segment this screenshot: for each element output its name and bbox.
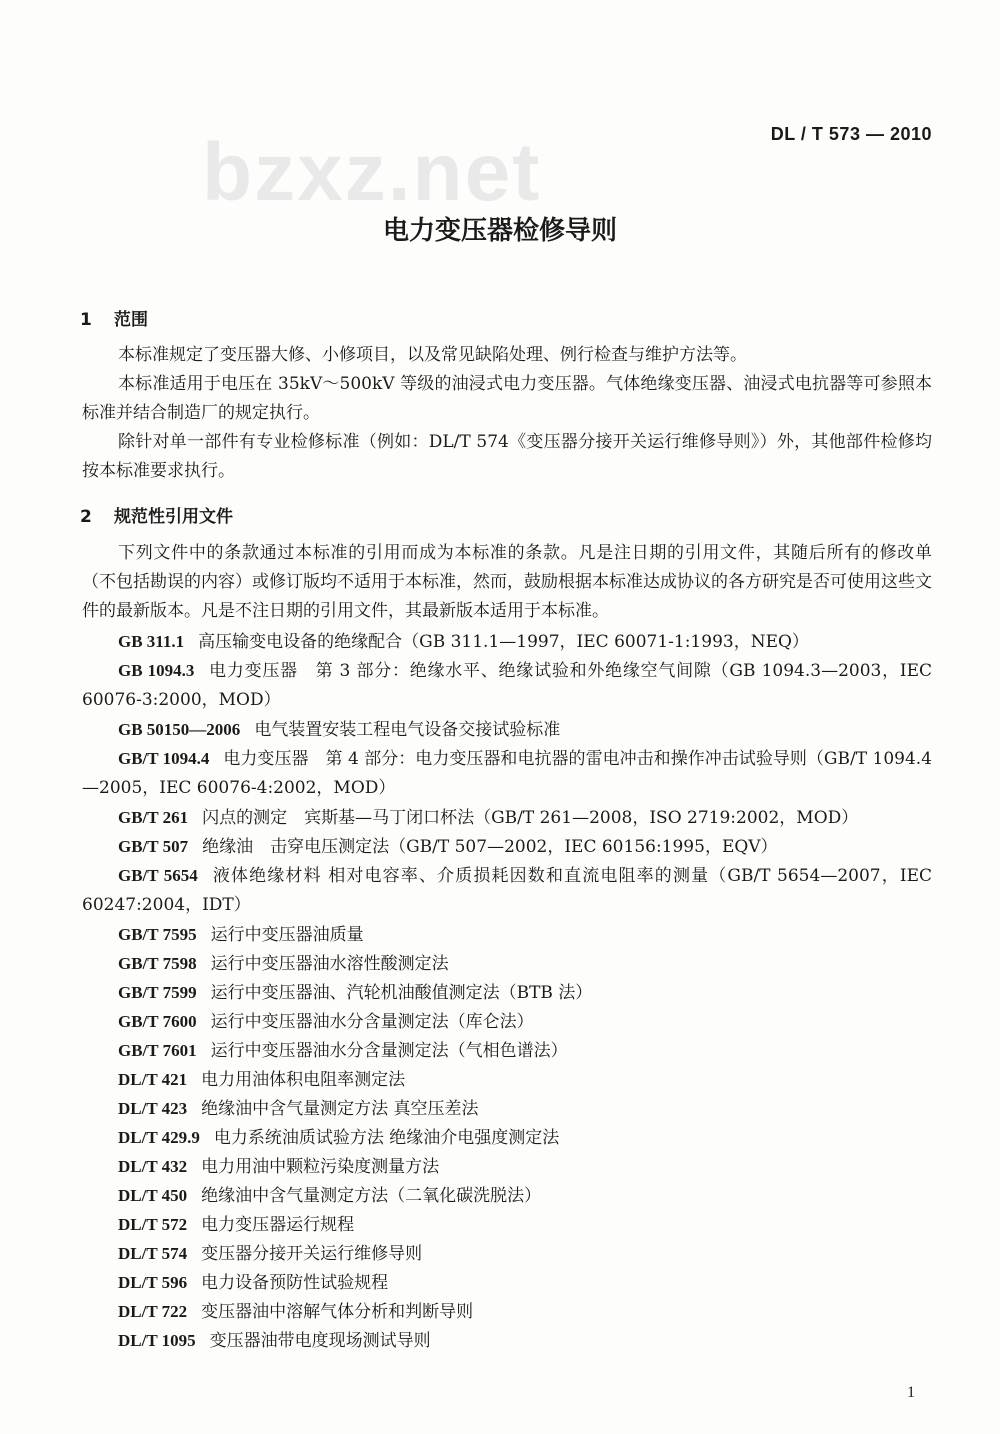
reference-code: DL/T 429.9: [118, 1128, 200, 1147]
reference-item: [82, 1007, 932, 1037]
reference-title: 变压器油带电度现场测试导则: [209, 1331, 431, 1351]
reference-title: 电气装置安装工程电气设备交接试验标准: [254, 720, 561, 740]
section-number: 2: [80, 507, 92, 527]
section-1-heading: [80, 305, 148, 330]
reference-code: DL/T 1095: [118, 1331, 196, 1350]
reference-item: [82, 1326, 932, 1356]
reference-title: 变压器分接开关运行维修导则: [201, 1244, 423, 1264]
reference-code: DL/T 423: [118, 1099, 188, 1118]
reference-item: [82, 1094, 932, 1124]
reference-title: 电力变压器运行规程: [201, 1215, 355, 1235]
reference-item: [82, 715, 932, 745]
page-title: 电力变压器检修导则: [382, 216, 617, 246]
reference-item: [82, 627, 932, 657]
section-title: 范围: [114, 310, 148, 330]
reference-code: DL/T 421: [118, 1070, 188, 1089]
reference-title: 绝缘油中含气量测定方法（二氧化碳洗脱法）: [201, 1186, 542, 1206]
reference-code: GB/T 261: [118, 808, 189, 827]
reference-item: [82, 1210, 932, 1240]
reference-title: 电力变压器 第 3 部分：绝缘水平、绝缘试验和外绝缘空气间隙（GB 1094.3—2003，IEC 60076-3:2000，MOD）: [82, 661, 933, 710]
reference-code: DL/T 596: [118, 1273, 188, 1292]
reference-title: 电力系统油质试验方法 绝缘油介电强度测定法: [213, 1128, 560, 1148]
reference-title: 运行中变压器油水分含量测定法（气相色谱法）: [210, 1041, 568, 1061]
paragraph: 下列文件中的条款通过本标准的引用而成为本标准的条款。凡是注日期的引用文件，其随后所有的修改单（不包括勘误的内容）或修订版均不适用于本标准，然而，鼓励根据本标准达成协议的各方研究是否可使用这些文件的最新版本。凡是不注日期的引用文件，其最新版本适用于本标准。: [82, 543, 932, 621]
reference-item: [82, 949, 932, 979]
reference-title: 电力设备预防性试验规程: [201, 1273, 389, 1293]
reference-title: 运行中变压器油水溶性酸测定法: [210, 954, 449, 974]
reference-title: 电力用油中颗粒污染度测量方法: [201, 1157, 440, 1177]
reference-item: [82, 1268, 932, 1298]
reference-code: GB 311.1: [118, 632, 185, 651]
reference-title: 绝缘油中含气量测定方法 真空压差法: [201, 1099, 479, 1119]
reference-code: DL/T 432: [118, 1157, 188, 1176]
reference-code: GB 50150—2006: [118, 720, 241, 739]
reference-code: GB/T 7599: [118, 983, 197, 1002]
reference-code: GB/T 5654: [118, 866, 198, 885]
reference-item: [82, 1065, 932, 1095]
section-number: 1: [80, 310, 92, 330]
section-title: 规范性引用文件: [114, 507, 233, 527]
reference-title: 运行中变压器油质量: [210, 925, 364, 945]
reference-title: 运行中变压器油、汽轮机油酸值测定法（BTB 法）: [210, 983, 593, 1003]
reference-title: 运行中变压器油水分含量测定法（库仑法）: [210, 1012, 534, 1032]
reference-title: 绝缘油 击穿电压测定法（GB/T 507—2002，IEC 60156:1995，EQV）: [202, 837, 778, 857]
reference-code: GB/T 7601: [118, 1041, 197, 1060]
watermark: bzxz.net: [202, 127, 542, 218]
section-2-heading: [80, 502, 233, 527]
reference-item: [82, 832, 932, 862]
reference-item: [82, 861, 932, 920]
page-number: 1: [907, 1384, 915, 1401]
reference-item: [82, 1152, 932, 1182]
reference-title: 电力用油体积电阻率测定法: [201, 1070, 406, 1090]
reference-title: 高压输变电设备的绝缘配合（GB 311.1—1997，IEC 60071-1:1993，NEQ）: [198, 632, 809, 652]
reference-item: [82, 978, 932, 1008]
reference-title: 闪点的测定 宾斯基—马丁闭口杯法（GB/T 261—2008，ISO 2719:2002，MOD）: [202, 808, 859, 828]
reference-item: [82, 1123, 932, 1153]
paragraph: 本标准适用于电压在 35kV～500kV 等级的油浸式电力变压器。气体绝缘变压器、油浸式电抗器等可参照本标准并结合制造厂的规定执行。: [82, 374, 932, 423]
reference-item: [82, 1297, 932, 1327]
reference-code: DL/T 572: [118, 1215, 188, 1234]
reference-code: GB/T 507: [118, 837, 189, 856]
reference-code: GB/T 1094.4: [118, 749, 210, 768]
reference-item: [82, 920, 932, 950]
reference-code: GB/T 7595: [118, 925, 197, 944]
reference-code: DL/T 722: [118, 1302, 188, 1321]
reference-title: 变压器油中溶解气体分析和判断导则: [201, 1302, 474, 1322]
document-code: DL / T 573 — 2010: [770, 124, 932, 144]
paragraph: 本标准规定了变压器大修、小修项目，以及常见缺陷处理、例行检查与维护方法等。: [118, 345, 747, 365]
reference-code: DL/T 574: [118, 1244, 188, 1263]
reference-code: GB 1094.3: [118, 661, 195, 680]
reference-item: [82, 656, 932, 715]
paragraph: 除针对单一部件有专业检修标准（例如：DL/T 574《变压器分接开关运行维修导则》）外，其他部件检修均按本标准要求执行。: [82, 432, 932, 481]
reference-item: [82, 803, 932, 833]
reference-item: [82, 744, 932, 803]
reference-code: DL/T 450: [118, 1186, 188, 1205]
reference-title: 液体绝缘材料 相对电容率、介质损耗因数和直流电阻率的测量（GB/T 5654—2007，IEC 60247:2004，IDT）: [82, 866, 932, 915]
reference-item: [82, 1239, 932, 1269]
reference-item: [82, 1181, 932, 1211]
reference-title: 电力变压器 第 4 部分：电力变压器和电抗器的雷电冲击和操作冲击试验导则（GB/T 1094.4—2005，IEC 60076-4:2002，MOD）: [82, 749, 932, 798]
reference-item: [82, 1036, 932, 1066]
reference-code: GB/T 7600: [118, 1012, 197, 1031]
reference-code: GB/T 7598: [118, 954, 197, 973]
